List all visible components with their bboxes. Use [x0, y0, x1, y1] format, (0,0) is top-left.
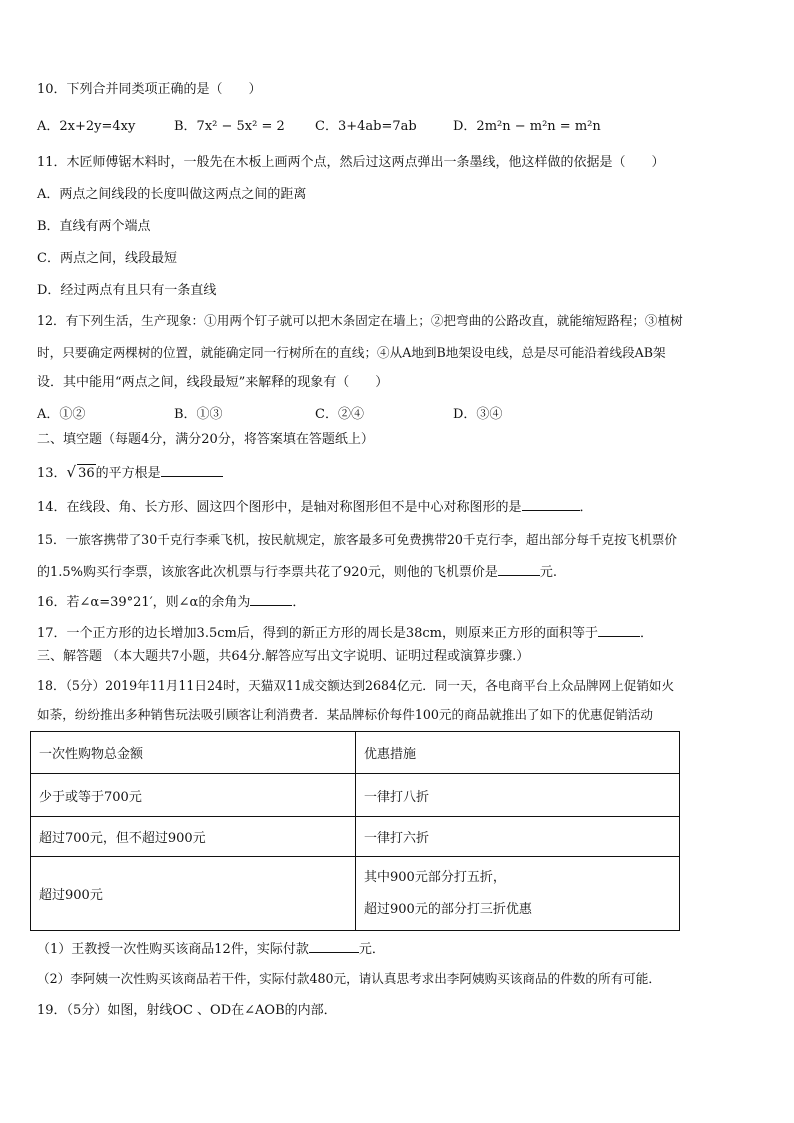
q18-line1: 18．（5分）2019年11月11日24时，天猫双11成交额达到2684亿元．同一天，各电商平台上众品牌网上促销如火	[37, 678, 675, 693]
table-cell-line: 其中900元部分打五折，	[364, 869, 506, 885]
q17-answer-blank[interactable]	[598, 624, 640, 637]
q13-radicand: 36	[78, 466, 95, 481]
q14-answer-blank[interactable]	[522, 498, 580, 511]
table-cell: 超过700元，但不超过900元	[31, 817, 356, 857]
table-row	[31, 732, 680, 774]
q14-text: 14．在线段、角、长方形、圆这四个图形中，是轴对称图形但不是中心对称图形的是	[37, 500, 522, 515]
q18-sub1-answer-blank[interactable]	[309, 940, 359, 953]
q17	[37, 624, 653, 643]
table-cell-line: 超过900元的部分打三折优惠	[364, 901, 532, 917]
table-row	[31, 817, 680, 857]
q14	[37, 498, 593, 517]
table-cell: 一律打六折	[356, 817, 680, 857]
table-cell: 少于或等于700元	[31, 774, 356, 817]
q16	[37, 593, 305, 612]
q15-line2	[37, 563, 557, 582]
q18-sub1	[37, 940, 385, 959]
q14-end: ．	[579, 500, 593, 515]
q16-answer-blank[interactable]	[250, 593, 292, 606]
q12-line3: 设．其中能用“两点之间，线段最短”来解释的现象有（ ）	[37, 375, 389, 390]
q12-option-d: D．③④	[453, 407, 503, 422]
table-row	[31, 857, 680, 931]
table-cell: 一律打八折	[356, 774, 680, 817]
q13-text: 的平方根是	[95, 466, 161, 481]
table-header-discount: 优惠措施	[356, 732, 680, 774]
q15-answer-blank[interactable]	[498, 563, 540, 576]
q12-option-a: A．①②	[37, 407, 86, 422]
q18-sub1-text: （1）王教授一次性购买该商品12件，实际付款	[37, 942, 309, 957]
q15-text: 的1.5%购买行李票，该旅客此次机票与行李票共花了920元，则他的飞机票价是	[37, 565, 498, 580]
q10-stem: 10．下列合并同类项正确的是（ ）	[37, 82, 262, 97]
q18-sub1-end: 元．	[358, 942, 385, 957]
q12-option-b: B．①③	[174, 407, 223, 422]
q10-option-d: D．2m²n − m²n = m²n	[453, 119, 601, 134]
table-header-amount: 一次性购物总金额	[31, 732, 356, 774]
q12-option-c: C．②④	[315, 407, 364, 422]
q13-number: 13．	[37, 466, 67, 481]
q13: 13．√ 36的平方根是	[37, 463, 223, 483]
q19-stem: 19．（5分）如图，射线OC 、OD在∠AOB的内部．	[37, 1003, 337, 1018]
q12-line1: 12．有下列生活，生产现象：①用两个钉子就可以把木条固定在墙上；②把弯曲的公路改直，就能缩短路程；③植树	[37, 313, 683, 328]
q10-option-c: C．3+4ab=7ab	[315, 119, 417, 134]
section2-heading: 二、填空题（每题4分，满分20分，将答案填在答题纸上）	[37, 432, 374, 447]
q13-answer-blank[interactable]	[161, 464, 223, 477]
q15-line1: 15．一旅客携带了30千克行李乘飞机，按民航规定，旅客最多可免费携带20千克行李，超出部分每千克按飞机票价	[37, 532, 677, 547]
q17-text: 17．一个正方形的边长增加3.5cm后，得到的新正方形的周长是38cm，则原来正方形的面积等于	[37, 626, 598, 641]
q17-end: ．	[639, 626, 653, 641]
q16-text: 16．若∠α=39°21′，则∠α的余角为	[37, 595, 251, 610]
q18-line2: 如荼，纷纷推出多种销售玩法吸引顾客让利消费者．某品牌标价每件100元的商品就推出了如下的优惠促销活动	[37, 707, 653, 722]
table-cell-multiline	[356, 857, 680, 931]
q11-option-a: A．两点之间线段的长度叫做这两点之间的距离	[37, 187, 307, 202]
q11-option-c: C．两点之间，线段最短	[37, 251, 177, 266]
q11-option-b: B．直线有两个端点	[37, 219, 151, 234]
q11-stem: 11．木匠师傅锯木料时，一般先在木板上画两个点，然后过这两点弹出一条墨线，他这样做的依据是（ ）	[37, 155, 665, 170]
table-row	[31, 774, 680, 817]
q10-option-b: B．7x² − 5x² = 2	[174, 119, 285, 134]
table-cell: 超过900元	[31, 857, 356, 931]
q15-end: 元.	[539, 565, 557, 580]
section3-heading: 三、解答题 （本大题共7小题，共64分.解答应写出文字说明、证明过程或演算步骤.）	[37, 649, 530, 664]
q18-sub2: （2）李阿姨一次性购买该商品若干件，实际付款480元，请认真思考求出李阿姨购买该商品的件数的所有可能．	[37, 971, 661, 986]
q10-option-a: A．2x+2y=4xy	[37, 119, 136, 134]
promotion-table	[30, 731, 680, 931]
q16-end: ．	[292, 595, 306, 610]
q11-option-d: D．经过两点有且只有一条直线	[37, 283, 217, 298]
q12-line2: 时，只要确定两棵树的位置，就能确定同一行树所在的直线；④从A地到B地架设电线，总是尽可能沿着线段AB架	[37, 345, 666, 360]
